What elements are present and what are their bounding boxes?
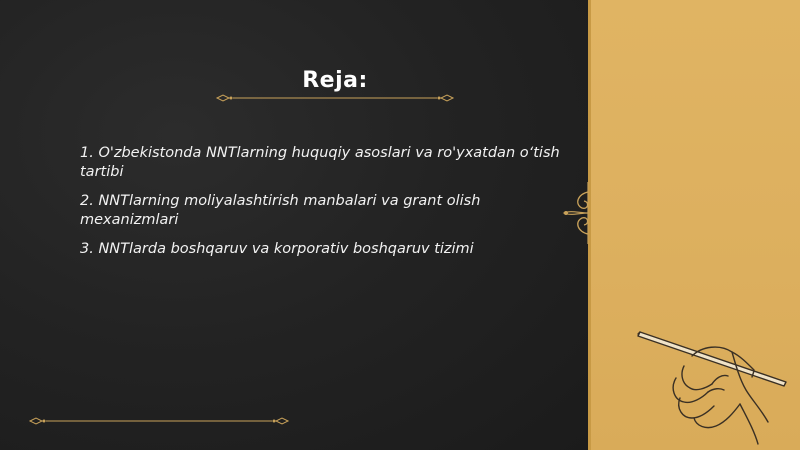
plan-item-3: 3. NNTlarda boshqaruv va korporativ boshqaruv tizimi: [80, 241, 474, 257]
bottom-divider: [28, 416, 290, 426]
plan-item-1: 1. O'zbekistonda NNTlarning huquqiy asoslari va ro'yxatdan o‘tish tartibi: [80, 145, 560, 180]
title-divider: [215, 93, 455, 103]
hand-holding-pen-icon: [636, 326, 792, 446]
plan-list: [80, 144, 570, 269]
plan-item-2: 2. NNTlarning moliyalashtirish manbalari va grant olish mexanizmlari: [80, 193, 481, 228]
scroll-ornament-icon: [560, 182, 594, 244]
slide-title: Reja:: [302, 68, 368, 93]
